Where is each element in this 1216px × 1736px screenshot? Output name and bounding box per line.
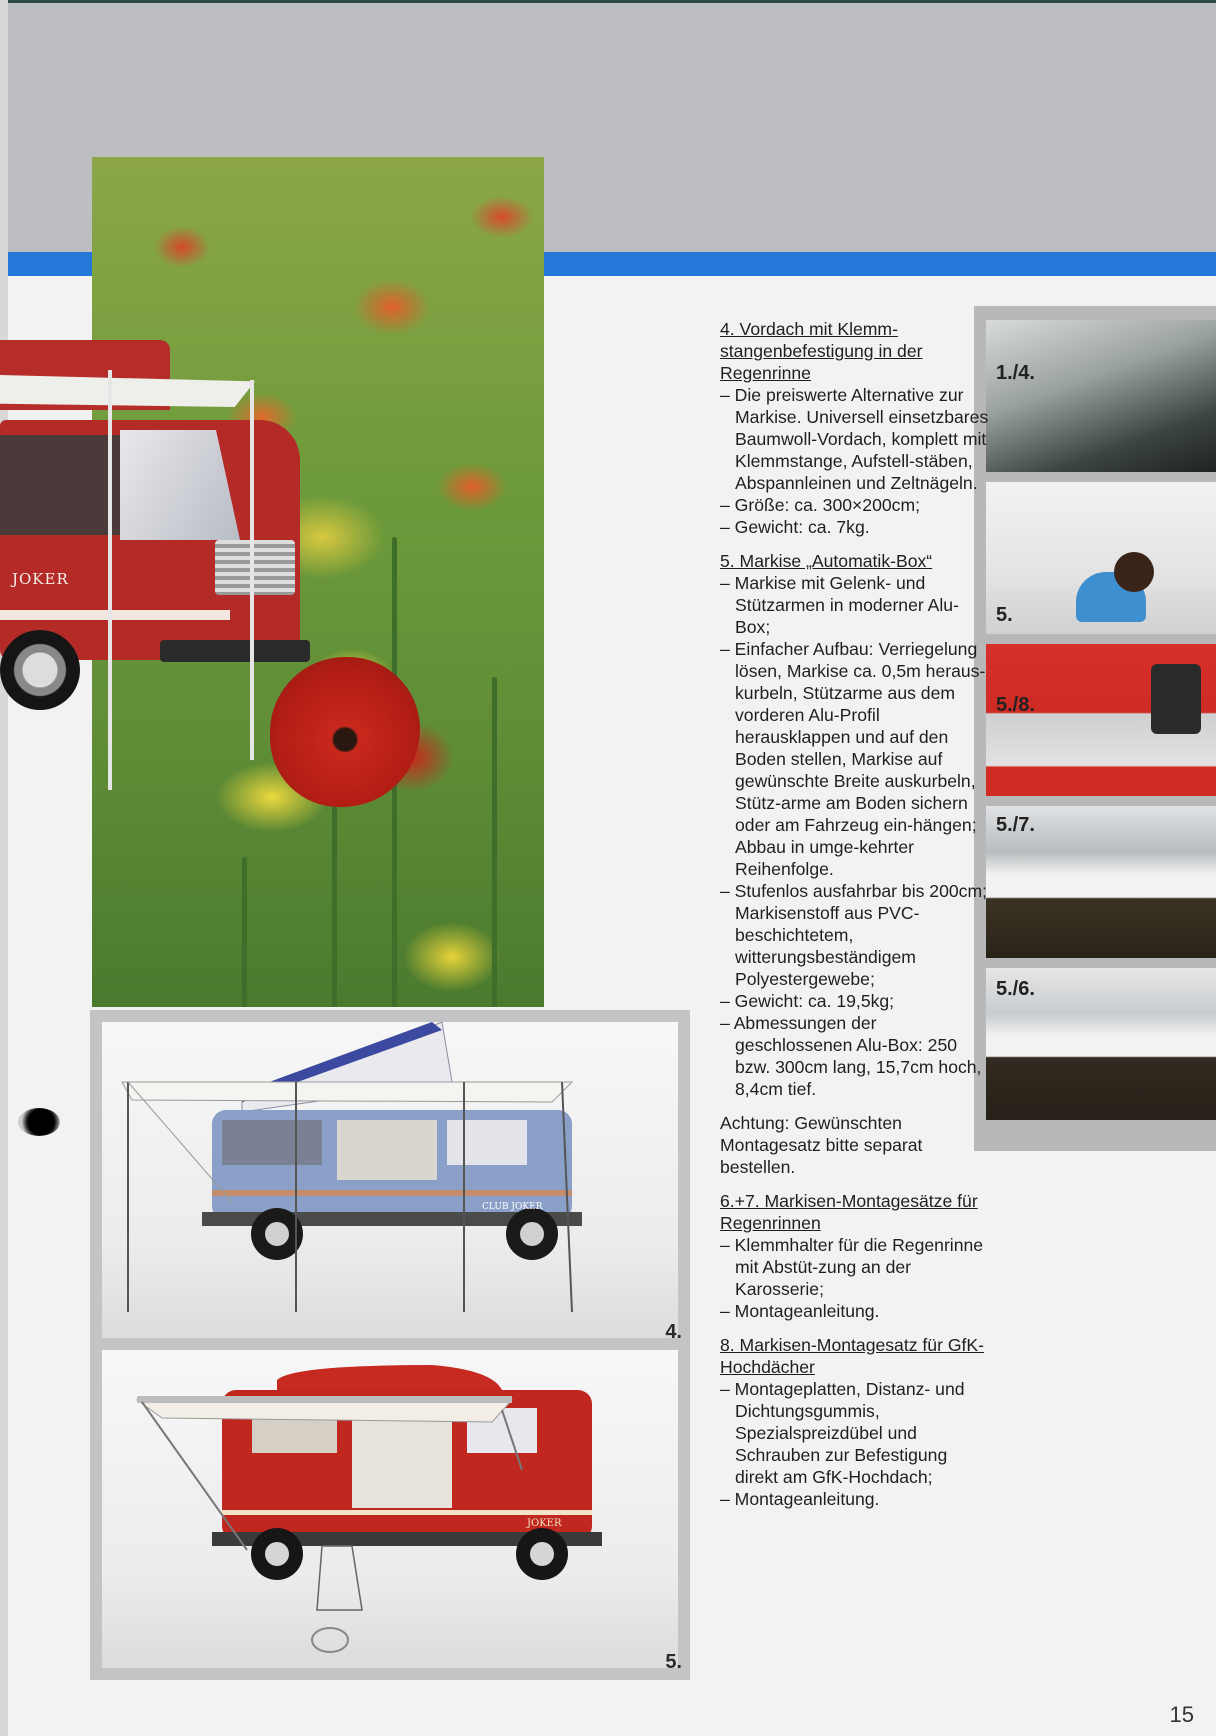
section-vordach (720, 318, 990, 538)
list-item: – Gewicht: ca. 7kg. (720, 517, 870, 537)
photo-5-frame (90, 1350, 690, 1680)
list-item: – Montageplatten, Distanz- und Dichtungsgummis, Spezialspreizdübel und Schrauben zur Befestigung direkt am GfK-Hochdach; (720, 1379, 965, 1487)
thumbnail-gutter-mount-a (986, 806, 1216, 958)
van-logo-text: JOKER (12, 570, 69, 588)
list-item: – Stufenlos ausfahrbar bis 200cm; Markisenstoff aus PVC-beschichtetem, witterungsbeständigem Polyestergewebe; (720, 881, 987, 989)
list-item: – Abmessungen der geschlossenen Alu-Box: 250 bzw. 300cm lang, 15,7cm hoch, 8,4cm tief. (720, 1013, 982, 1099)
section-heading: 6.+7. Markisen-Montagesätze für Regenrinnen (720, 1191, 978, 1233)
crank-housing (1151, 664, 1201, 734)
section-montagesatz-hochdach (720, 1334, 990, 1510)
detail-thumbnails-column (974, 306, 1216, 1151)
blue-van-illustration (102, 1022, 678, 1338)
list-item: – Montageanleitung. (720, 1489, 880, 1509)
van-side-window (0, 435, 140, 535)
red-van-photo (0, 340, 310, 790)
page-binding-shade (0, 0, 8, 1736)
section-heading: 5. Markise „Automatik-Box“ (720, 551, 933, 571)
photo-4-label: 4. (665, 1321, 682, 1343)
list-item: – Gewicht: ca. 19,5kg; (720, 991, 895, 1011)
red-van-small-logo: JOKER (527, 1518, 562, 1529)
section-heading: 8. Markisen-Montagesatz für GfK-Hochdächer (720, 1335, 985, 1377)
van-bumper (160, 640, 310, 662)
list-item: – Einfacher Aufbau: Verriegelung lösen, Markise ca. 0,5m heraus-kurbeln, Stützarme aus dem vorderen Alu-Profil herausklappen und auf den Boden stellen, Markise auf gewünschte Breite auskurbeln, Stütz-arme am Boden sichern oder am Fahrzeug ein-hängen; Abbau in umge-kehrter Reihenfolge. (720, 639, 986, 879)
list-item: – Markise mit Gelenk- und Stützarmen in moderner Alu-Box; (720, 573, 959, 637)
photo-5-label: 5. (665, 1651, 682, 1673)
van-grille (215, 540, 295, 595)
flower-stem (242, 857, 247, 1007)
list-item: – Montageanleitung. (720, 1301, 880, 1321)
top-edge-line (0, 0, 1216, 3)
thumbnail-label: 5./7. (996, 814, 1035, 836)
thumbnail-gutter-mount-b (986, 968, 1216, 1120)
thumbnail-crank-box (986, 644, 1216, 796)
red-van-illustration (102, 1350, 678, 1668)
awning-canopy (0, 375, 255, 407)
awning-pole (250, 380, 254, 760)
list-item: – Größe: ca. 300×200cm; (720, 495, 920, 515)
flower-stem (492, 677, 497, 1007)
punch-hole (18, 1108, 60, 1136)
list-item: – Klemmhalter für die Regenrinne mit Abstüt-zung an der Karosserie; (720, 1235, 984, 1299)
thumbnail-clamp-rod (986, 320, 1216, 472)
page-number: 15 (1169, 1702, 1194, 1727)
person-hair (1114, 552, 1154, 592)
section-montagesaetze-regenrinnen (720, 1190, 990, 1322)
thumbnail-label: 1./4. (996, 362, 1035, 384)
notice-paragraph: Achtung: Gewünschten Montagesatz bitte separat bestellen. (720, 1113, 923, 1177)
van-wheel (0, 630, 80, 710)
awning-pole (108, 370, 112, 790)
thumbnail-label: 5. (996, 604, 1013, 626)
blue-van-logo: CLUB JOKER (482, 1202, 543, 1212)
list-item: – Die preiswerte Alternative zur Markise. Universell einsetzbares Baumwoll-Vordach, komplett mit Klemmstange, Aufstell-stäben, Abspannleinen und Zeltnägeln. (720, 385, 989, 493)
thumbnail-awning-mounting (986, 482, 1216, 634)
thumbnail-label: 5./6. (996, 978, 1035, 1000)
section-automatik-box (720, 550, 990, 1100)
photo-4-frame (90, 1010, 690, 1350)
red-van-awning-photo (102, 1350, 678, 1668)
blue-van-photo (102, 1022, 678, 1338)
section-heading: 4. Vordach mit Klemm-stangenbefestigung in der Regenrinne (720, 319, 923, 383)
van-stripe (0, 610, 230, 620)
thumbnail-label: 5./8. (996, 694, 1035, 716)
product-description-column (720, 318, 990, 1522)
flower-stem (332, 777, 337, 1007)
